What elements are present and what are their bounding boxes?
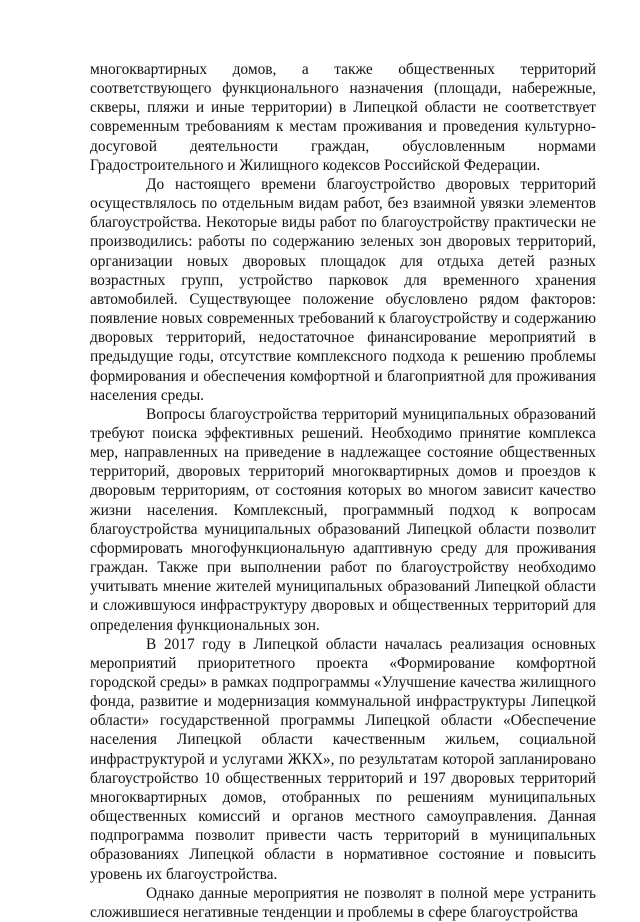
paragraph-conclusion: Однако данные мероприятия не позволят в полной мере устранить сложившиеся негативные тенденции и проблемы в сфере благоустройства (90, 884, 596, 921)
paragraph-current-state: До настоящего времени благоустройство дворовых территорий осуществлялось по отдельным видам работ, без взаимной увязки элементов благоустройства. Некоторые виды работ по благоустройству практически не производились: работы по содержанию зеленых зон дворовых территорий, организации новых дворовых площадок для отдыха детей разных возрастных групп, устройство парковок для временного хранения автомобилей. Существующее положение обусловлено рядом факторов: появление новых современных требований к благоустройству и содержанию дворовых территорий, недостаточное финансирование мероприятий в предыдущие годы, отсутствие комплексного подхода к решению проблемы формирования и обеспечения комфортной и благоприятной для проживания населения среды. (90, 175, 596, 404)
paragraph-issues: Вопросы благоустройства территорий муниципальных образований требуют поиска эффективных решений. Необходимо принятие комплекса мер, направленных на приведение в надлежащее состояние общественных территорий, дворовых территорий многоквартирных домов и проездов к дворовым территориям, от состояния которых во многом зависит качество жизни населения. Комплексный, программный подход к вопросам благоустройства муниципальных образований Липецкой области позволит сформировать многофункциональную адаптивную среду для проживания граждан. Также при выполнении работ по благоустройству необходимо учитывать мнение жителей муниципальных образований Липецкой области и сложившуюся инфраструктуру дворовых и общественных территорий для определения функциональных зон. (90, 405, 596, 634)
document-page (90, 60, 596, 922)
paragraph-continuation: многоквартирных домов, а также общественных территорий соответствующего функционального назначения (площади, набережные, скверы, пляжи и иные территории) в Липецкой области не соответствует современным требованиям к местам проживания и проведения культурно-досуговой деятельности граждан, обусловленным нормами Градостроительного и Жилищного кодексов Российской Федерации. (90, 61, 596, 174)
paragraph-2017-program: В 2017 году в Липецкой области началась реализация основных мероприятий приоритетного проекта «Формирование комфортной городской среды» в рамках подпрограммы «Улучшение качества жилищного фонда, развитие и модернизация коммунальной инфраструктуры Липецкой области» государственной программы Липецкой области «Обеспечение населения Липецкой области качественным жильем, социальной инфраструктурой и услугами ЖКХ», по результатам которой запланировано благоустройство 10 общественных территорий и 197 дворовых территорий многоквартирных домов, отобранных по решениям муниципальных общественных комиссий и органов местного самоуправления. Данная подпрограмма позволит привести часть территорий в муниципальных образованиях Липецкой области в нормативное состояние и повысить уровень их благоустройства. (90, 635, 596, 883)
